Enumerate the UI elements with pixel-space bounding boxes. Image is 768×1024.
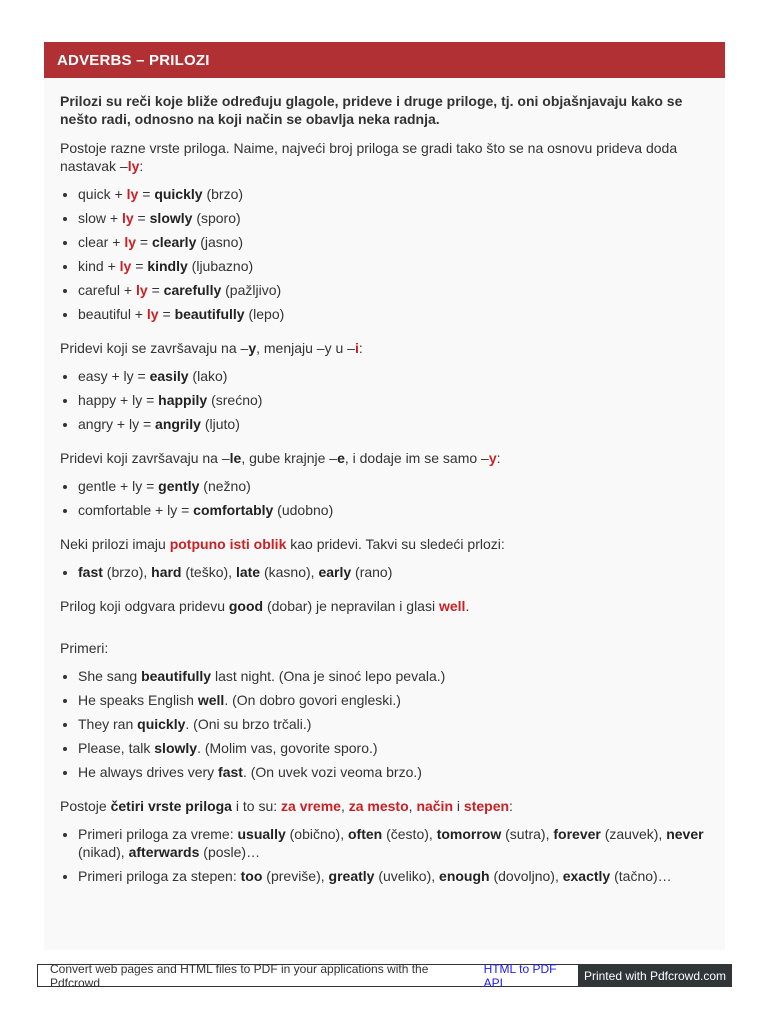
list-item: • Primeri priloga za stepen: too (previše), greatly (uveliko), enough (dovoljno), exactly (tačno)…	[78, 867, 709, 885]
le-list	[60, 477, 709, 519]
list-item: • happy + ly = happily (srećno)	[78, 391, 709, 409]
list-item: • They ran quickly. (Oni su brzo trčali.)	[78, 715, 709, 733]
paragraph-well: Prilog koji odgvara pridevu good (dobar) je nepravilan i glasi well.	[60, 598, 470, 614]
content-card	[44, 42, 725, 950]
printed-with-badge[interactable]: Printed with Pdfcrowd.com	[578, 964, 732, 987]
list-item: • beautiful + ly = beautifully (lepo)	[78, 305, 709, 323]
list-item: • fast (brzo), hard (teško), late (kasno), early (rano)	[78, 563, 709, 581]
examples-list	[60, 667, 709, 781]
paragraph-le: Pridevi koji završavaju na –le, gube krajnje –e, i dodaje im se samo –y:	[60, 450, 501, 466]
footer-notice	[37, 961, 578, 990]
intro-paragraph: Prilozi su reči koje bliže određuju glagole, prideve i druge priloge, tj. oni objašnjavaju kako se nešto radi, odnosno na koji način se obavlja neka radnja.	[60, 93, 683, 127]
list-item: • quick + ly = quickly (brzo)	[78, 185, 709, 203]
list-item: • easy + ly = easily (lako)	[78, 367, 709, 385]
list-item: • Primeri priloga za vreme: usually (obično), often (često), tomorrow (sutra), forever (zauvek), never (nikad), afterwards (posle)…	[78, 825, 709, 861]
list-item: • angry + ly = angrily (ljuto)	[78, 415, 709, 433]
list-item: • He speaks English well. (On dobro govori engleski.)	[78, 691, 709, 709]
list-item: • Please, talk slowly. (Molim vas, govorite sporo.)	[78, 739, 709, 757]
pdfcrowd-footer	[37, 961, 732, 990]
list-item: • She sang beautifully last night. (Ona je sinoć lepo pevala.)	[78, 667, 709, 685]
list-item: • clear + ly = clearly (jasno)	[78, 233, 709, 251]
paragraph-types: Postoje četiri vrste priloga i to su: za vreme, za mesto, način i stepen:	[60, 798, 513, 814]
list-item: • kind + ly = kindly (ljubazno)	[78, 257, 709, 275]
list-item: • comfortable + ly = comfortably (udobno)	[78, 501, 709, 519]
page-title: ADVERBS – PRILOZI	[44, 42, 725, 78]
list-item: • gentle + ly = gently (nežno)	[78, 477, 709, 495]
footer-text: Convert web pages and HTML files to PDF in your applications with the Pdfcrowd	[50, 961, 429, 990]
paragraph-y: Pridevi koji se završavaju na –y, menjaju –y u –i:	[60, 340, 363, 356]
same-form-list	[60, 563, 709, 581]
article-body	[44, 78, 725, 885]
ly-list	[60, 185, 709, 323]
list-item: • slow + ly = slowly (sporo)	[78, 209, 709, 227]
list-item: • He always drives very fast. (On uvek vozi veoma brzo.)	[78, 763, 709, 781]
list-item: • careful + ly = carefully (pažljivo)	[78, 281, 709, 299]
paragraph-same-form: Neki prilozi imaju potpuno isti oblik kao pridevi. Takvi su sledeći prlozi:	[60, 536, 505, 552]
examples-label: Primeri:	[60, 640, 109, 656]
html-to-pdf-link[interactable]: HTML to PDF API	[483, 961, 557, 990]
paragraph-ly: Postoje razne vrste priloga. Naime, najveći broj priloga se gradi tako što se na osnovu prideva doda nastavak –ly:	[60, 140, 678, 174]
y-list	[60, 367, 709, 433]
types-list	[60, 825, 709, 885]
